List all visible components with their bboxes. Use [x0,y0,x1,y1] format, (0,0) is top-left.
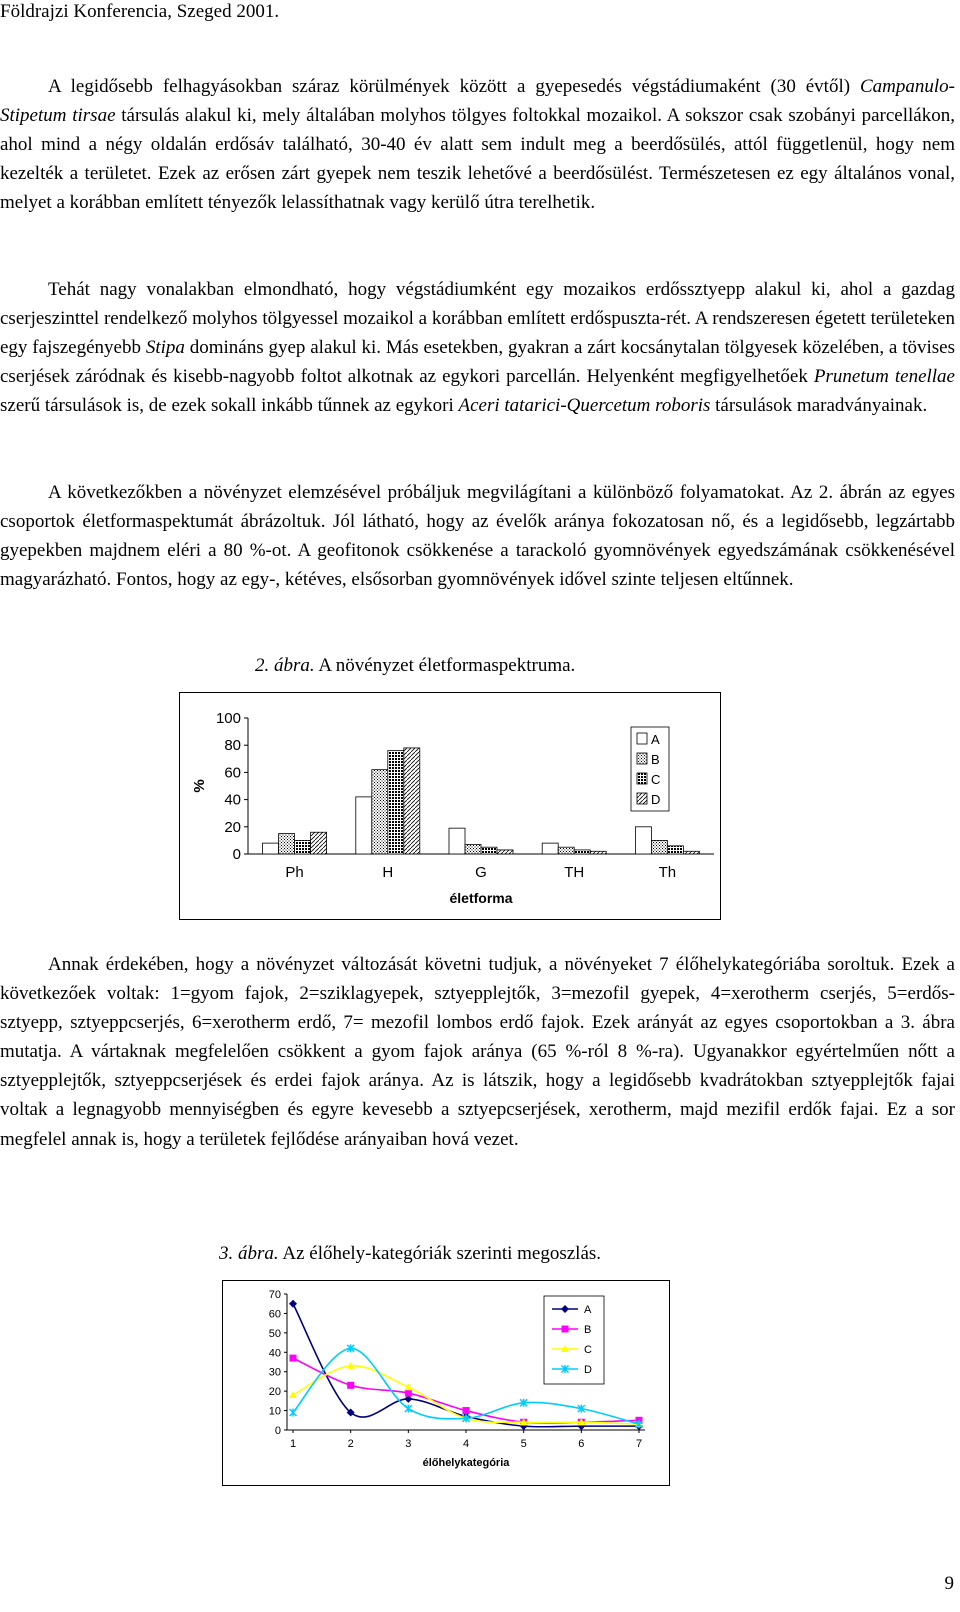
text-run: domináns gyep alakul ki. Más esetekben, gyakran a zárt kocsánytalan tölgyesek közelében, a tövises cserjések záródnak és kisebb-nagyobb foltot alkotnak az egykori parcellán. Helyenként megfigyelhetőek [0,337,955,388]
bar-C-H [388,751,404,854]
legend [631,727,669,811]
y-tick-label: 20 [224,818,241,836]
legend-swatch-A [637,733,647,744]
paragraph-1 [0,72,955,217]
figure-2-title: A növényzet életformaspektruma. [314,655,576,676]
y-tick-label: 30 [268,1366,281,1379]
bar-D-Th [683,851,699,854]
figure-2-caption [255,655,575,677]
paragraph-4 [0,950,955,1154]
y-axis-title: % [191,779,208,793]
x-tick-label: 4 [462,1438,470,1450]
figure-3-label: 3. ábra. [219,1243,279,1264]
bar-A-TH [542,843,558,854]
bar-C-Ph [295,840,311,854]
legend-label: B [584,1324,592,1336]
page-number: 9 [944,1573,954,1594]
bar-D-H [404,748,420,854]
x-category-label: Ph [285,864,304,881]
text-run: szerű társulások is, de ezek sokall inkább tűnnek az egykori [0,395,459,417]
y-tick-label: 40 [224,791,241,809]
x-category-label: TH [564,864,585,881]
habitat-category-line-chart [222,1280,670,1486]
legend-label: C [584,1344,592,1356]
life-form-bar-chart [179,692,721,920]
running-header: Földrajzi Konferencia, Szeged 2001. [0,1,280,22]
bar-B-TH [558,847,574,854]
text-run: Tehát nagy vonalakban elmondható, hogy végstádiumként egy mozaikos erdőssztyepp alakul ki, ahol a gazdag cserjeszinttel rendelkező molyhos tölgyessel mozaikol a korábban említett erdőspuszta-rét. A rendszeresen égetett területeken egy fajszegényebb [0,279,955,359]
legend-label: D [584,1364,592,1376]
taxon-name: Prunetum tenellae [813,366,955,388]
bar-B-Th [651,840,667,854]
figure-2-label: 2. ábra. [255,655,315,676]
y-tick-label: 10 [268,1405,281,1418]
bar-A-Th [635,827,651,854]
legend-swatch-B [637,753,647,764]
y-tick-label: 60 [224,764,241,782]
legend [544,1296,604,1384]
paragraph-2 [0,275,955,420]
point-B-1 [290,1355,297,1362]
x-tick-label: 3 [405,1438,412,1450]
bar-C-TH [574,850,590,854]
bar-D-TH [590,851,606,854]
legend-label: B [651,752,660,767]
bar-A-Ph [263,843,279,854]
x-tick-label: 7 [635,1438,643,1450]
taxon-name: Aceri tatarici-Quercetum roboris [458,395,711,417]
bar-B-H [372,770,388,854]
bar-A-G [449,828,465,854]
legend-label: A [651,732,660,747]
y-tick-label: 0 [274,1425,281,1437]
figure-3-title: Az élőhely-kategóriák szerinti megoszlás. [278,1243,602,1264]
x-category-label: Th [658,864,677,881]
bar-A-H [356,797,372,854]
paragraph-3 [0,478,955,594]
point-B-4 [463,1407,470,1414]
figure-3-chart [222,1280,670,1486]
x-category-label: H [382,864,394,881]
text-run: társulások maradványainak. [710,395,928,417]
x-axis-title: életforma [449,890,513,906]
bar-C-Th [667,846,683,854]
y-tick-label: 0 [232,846,241,863]
x-tick-label: 2 [347,1438,354,1450]
bar-D-Ph [311,832,327,854]
legend-marker-B [562,1326,569,1333]
y-tick-label: 80 [224,737,241,755]
x-tick-label: 6 [578,1438,585,1450]
y-tick-label: 20 [268,1386,281,1399]
y-tick-label: 70 [268,1289,281,1301]
text-run: A legidősebb felhagyásokban száraz körülmények között a gyepesedés végstádiumaként (30 évtől) [48,76,860,97]
legend-swatch-C [637,773,647,784]
legend-label: D [651,792,661,807]
bar-B-G [465,844,481,854]
legend-swatch-D [637,793,647,804]
y-tick-label: 40 [268,1347,281,1360]
legend-label: C [651,772,661,787]
x-category-label: G [475,864,487,881]
y-tick-label: 60 [268,1308,281,1321]
x-tick-label: 5 [520,1438,527,1450]
bar-B-Ph [279,834,295,854]
legend-label: A [584,1304,592,1316]
figure-2-chart [179,692,721,920]
y-tick-label: 100 [215,710,241,727]
bar-C-G [481,847,497,854]
taxon-name: Campanulo-Stipetum tirsae [0,76,955,127]
point-B-3 [405,1390,412,1397]
figure-3-caption [219,1243,601,1265]
bar-D-G [497,850,513,854]
text-run: társulás alakul ki, mely általában molyhos tölgyes foltokkal mozaikol. A sokszor csak szobányi parcellákon, ahol mind a négy oldalán erdősáv található, 30-40 év alatt sem indult meg a beerdősülés, attól függetlenül, hogy nem kezelték a területet. Ezek az erősen zárt gyepek nem teszik lehetővé a beerdősülést. Természetesen ez egy általános vonal, melyet a korábban említett tényezők lelassíthatnak vagy kerülő útra terelhetik. [0,105,955,214]
y-tick-label: 50 [268,1327,281,1340]
text-run: Annak érdekében, hogy a növényzet változását követni tudjuk, a növényeket 7 élőhelykategóriába soroltuk. Ezek a következőek voltak: 1=gyom fajok, 2=sziklagyepek, sztyepplejtők, 3=mezofil gyepek, 4=xerotherm cserjés, 5=erdős-sztyepp, sztyeppcserjés, 6=xerotherm erdő, 7= mezofil lombos erdő fajok. Ezek arányát az egyes csoportokban a 3. ábra mutatja. A vártaknak megfelelően csökkent a gyom fajok aránya (65 %-ról 8 %-ra). Ugyanakkor egyértelműen nőtt a sztyepplejtők, sztyeppcserjések és erdei fajok aránya. Az is látszik, hogy a legidősebb kvadrátokban sztyepplejtők fajai voltak a legnagyobb mennyiségben és egyre kevesebb a sztyepcserjések, xerotherm, majd mezifil erdők fajai. Ez a sor megfelel annak is, hogy a területek fejlődése arányaiban hová vezet. [0,954,955,1150]
point-B-2 [347,1382,354,1389]
x-axis-title: élőhelykategória [422,1457,510,1469]
taxon-name: Stipa [145,337,185,359]
x-tick-label: 1 [289,1438,297,1450]
text-run: A következőkben a növényzet elemzésével próbáljuk megvilágítani a különböző folyamatokat. Az 2. ábrán az egyes csoportok életformaspektumát ábrázoltuk. Jól látható, hogy az évelők aránya fokozatosan nő, és a legidősebb, legzártabb gyepekben majdnem eléri a 80 %-ot. A geofitonok csökkenése a tarackoló gyomnövények egyedszámának csökkenésével magyarázható. Fontos, hogy az egy-, kétéves, elsősorban gyomnövények idővel szinte teljesen eltűnnek. [0,482,955,591]
